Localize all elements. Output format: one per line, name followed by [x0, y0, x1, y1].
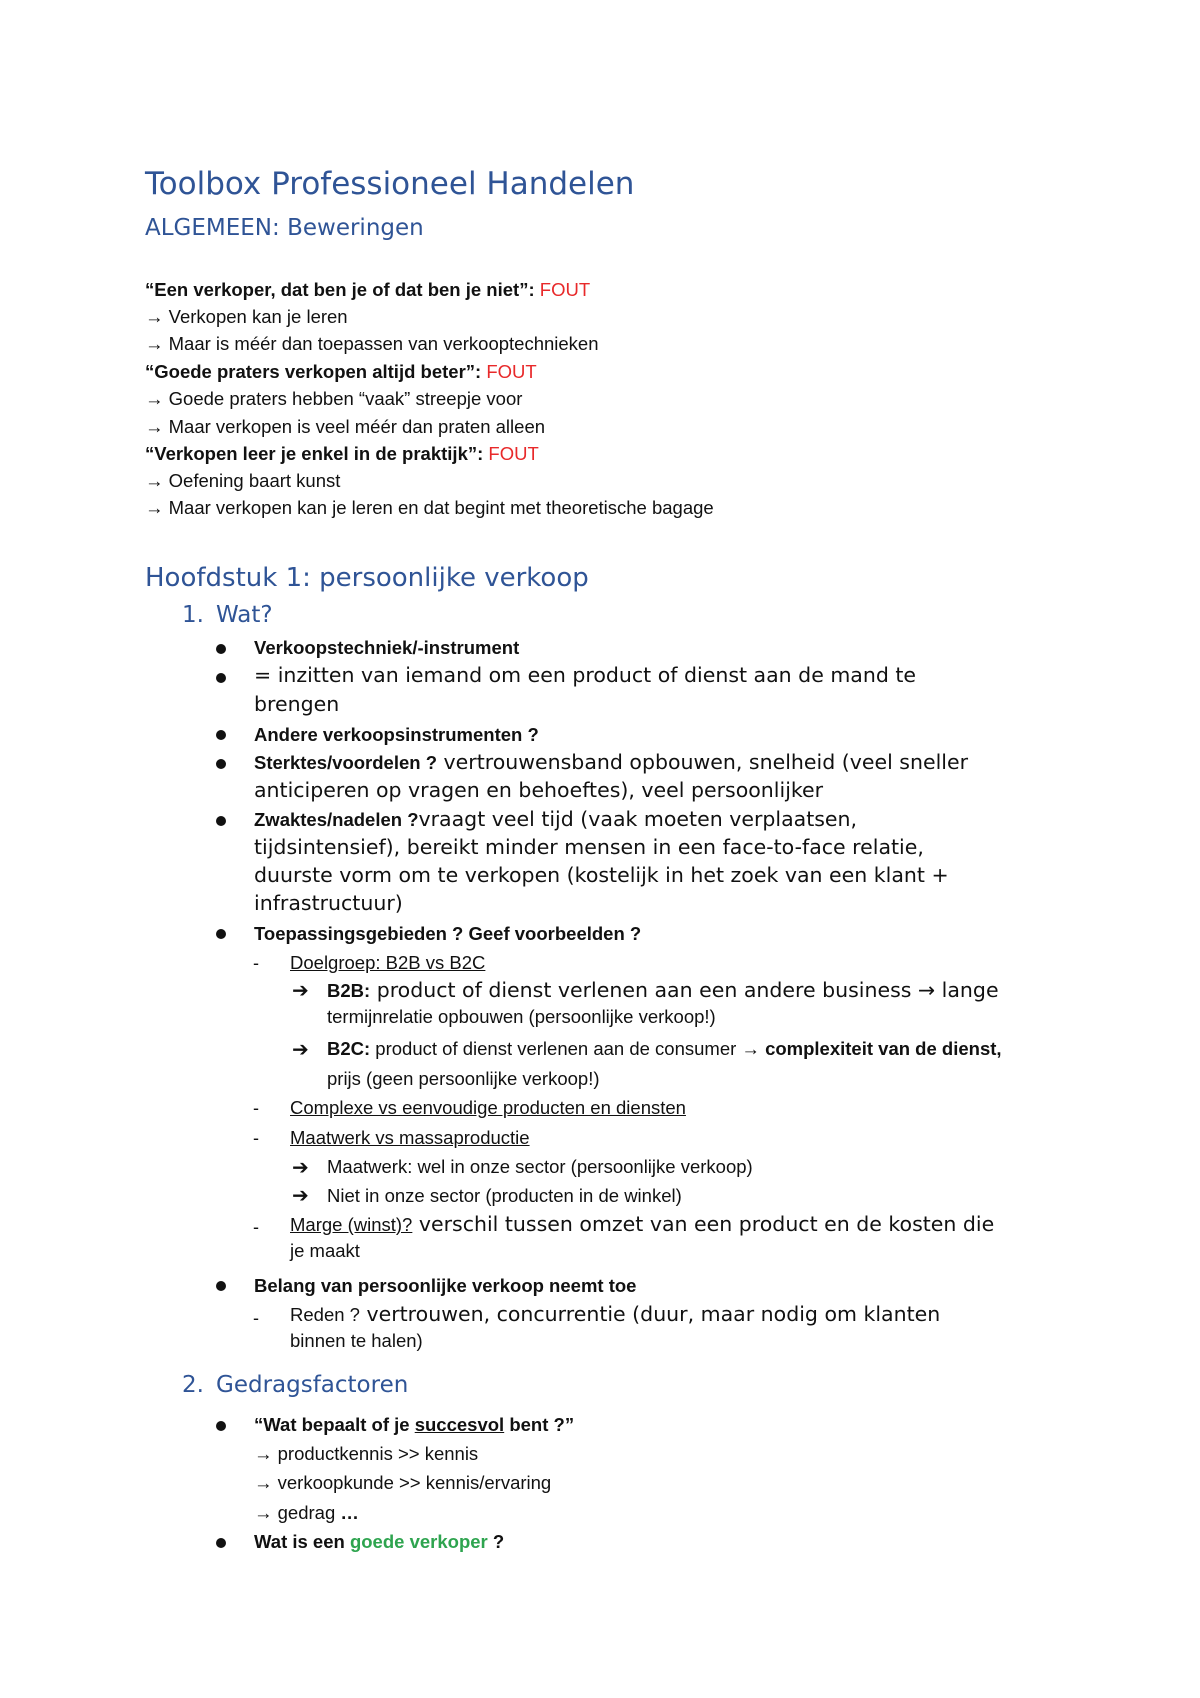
item-label: Reden ?: [290, 1304, 360, 1325]
bullet-icon: [216, 644, 226, 654]
list-note: [254, 1502, 359, 1524]
list-item-continued: tijdsintensief), bereikt minder mensen in een face-to-face relatie,: [254, 835, 924, 859]
document-subtitle: ALGEMEEN: Beweringen: [145, 215, 424, 241]
dash-marker: -: [253, 953, 259, 973]
item-text-bold: …: [340, 1502, 359, 1523]
item-text: vraagt veel tijd (vaak moeten verplaatsen,: [418, 807, 858, 831]
item-text: vertrouwensband opbouwen, snelheid (veel sneller: [437, 750, 969, 774]
chapter-heading: Hoofdstuk 1: persoonlijke verkoop: [145, 563, 589, 593]
list-item-continued: duurste vorm om te verkopen (kostelijk in het zoek van een klant +: [254, 863, 949, 887]
statement-2: [145, 361, 537, 383]
statement-verdict: FOUT: [488, 443, 539, 464]
list-item: [254, 1414, 574, 1436]
list-item: [254, 750, 968, 774]
arrow-right-icon: ➔: [292, 1183, 309, 1207]
item-text: ?: [487, 1531, 505, 1552]
list-note: → productkennis >> kennis: [254, 1443, 479, 1464]
section-title: Gedragsfactoren: [216, 1372, 409, 1398]
statement-claim: “Verkopen leer je enkel in de praktijk”:: [145, 443, 484, 464]
statement-claim: “Een verkoper, dat ben je of dat ben je niet”:: [145, 279, 535, 300]
section-heading-wat: [182, 602, 273, 628]
dash-marker: -: [253, 1128, 259, 1148]
item-text: bent ?”: [504, 1414, 575, 1435]
item-text-underlined: succesvol: [414, 1414, 505, 1435]
item-label: Marge (winst)?: [290, 1214, 413, 1235]
bullet-icon: [216, 816, 226, 826]
bullet-icon: [216, 759, 226, 769]
sub-item: [290, 1212, 994, 1236]
section-heading-gedragsfactoren: [182, 1372, 408, 1398]
item-text: “Wat bepaalt of je: [254, 1414, 415, 1435]
item-text-bold: complexiteit van de dienst,: [765, 1038, 1002, 1059]
list-item-continued: anticiperen op vragen en behoeftes), veel persoonlijker: [254, 778, 824, 802]
statement-note: → Maar verkopen kan je leren en dat begint met theoretische bagage: [145, 497, 714, 518]
statement-note: → Maar is méér dan toepassen van verkooptechnieken: [145, 333, 599, 354]
dash-marker: -: [253, 1308, 259, 1328]
statement-note: → Maar verkopen is veel méér dan praten alleen: [145, 416, 546, 437]
dash-marker: -: [253, 1098, 259, 1118]
bullet-icon: [216, 929, 226, 939]
statement-note: → Goede praters hebben “vaak” streepje voor: [145, 388, 523, 409]
bullet-icon: [216, 1538, 226, 1548]
item-text: product of dienst verlenen aan de consumer →: [370, 1038, 766, 1059]
sub-item: [290, 1302, 940, 1326]
bullet-icon: [216, 1421, 226, 1431]
item-label: B2C:: [327, 1038, 371, 1059]
statement-1: [145, 279, 590, 301]
item-text: verschil tussen omzet van een product en de kosten die: [412, 1212, 995, 1236]
item-label: B2B:: [327, 980, 371, 1001]
sub-item: Maatwerk vs massaproductie: [290, 1127, 530, 1148]
item-text-highlight: goede verkoper: [349, 1531, 488, 1552]
statement-3: [145, 443, 539, 465]
item-text: product of dienst verlenen aan een andere business → lange: [370, 978, 999, 1002]
sub-sub-item: [327, 1038, 1002, 1060]
dash-marker: -: [253, 1217, 259, 1237]
list-item: = inzitten van iemand om een product of dienst aan de mand te: [254, 663, 917, 687]
list-item-continued: infrastructuur): [254, 891, 403, 915]
sub-item: Complexe vs eenvoudige producten en diensten: [290, 1097, 686, 1118]
section-title: Wat?: [216, 602, 273, 628]
statement-verdict: FOUT: [539, 279, 591, 300]
item-label: Sterktes/voordelen ?: [254, 752, 438, 773]
list-item: Toepassingsgebieden ? Geef voorbeelden ?: [254, 923, 642, 944]
document-title: Toolbox Professioneel Handelen: [145, 166, 635, 202]
bullet-icon: [216, 730, 226, 740]
item-label: Zwaktes/nadelen ?: [254, 809, 419, 830]
sub-sub-item-continued: termijnrelatie opbouwen (persoonlijke verkoop!): [327, 1006, 716, 1027]
list-item: Verkoopstechniek/-instrument: [254, 637, 520, 658]
item-text: → gedrag: [254, 1502, 341, 1523]
list-note: → verkoopkunde >> kennis/ervaring: [254, 1472, 552, 1493]
arrow-right-icon: ➔: [292, 1037, 309, 1061]
sub-item-continued: je maakt: [290, 1240, 360, 1261]
list-item: Andere verkoopsinstrumenten ?: [254, 724, 539, 745]
item-text: Wat is een: [254, 1531, 350, 1552]
arrow-right-icon: ➔: [292, 978, 309, 1002]
sub-sub-item: Maatwerk: wel in onze sector (persoonlijke verkoop): [327, 1156, 753, 1177]
list-item-continued: brengen: [254, 692, 340, 716]
sub-sub-item: [327, 978, 999, 1002]
sub-item-continued: binnen te halen): [290, 1330, 423, 1351]
statement-claim: “Goede praters verkopen altijd beter”:: [145, 361, 482, 382]
arrow-right-icon: ➔: [292, 1155, 309, 1179]
bullet-icon: [216, 673, 226, 683]
statement-note: → Oefening baart kunst: [145, 470, 341, 491]
list-item: [254, 807, 857, 831]
bullet-icon: [216, 1281, 226, 1291]
item-text: vertrouwen, concurrentie (duur, maar nodig om klanten: [359, 1302, 941, 1326]
section-number: 2.: [182, 1372, 204, 1398]
sub-sub-item-continued: prijs (geen persoonlijke verkoop!): [327, 1068, 600, 1089]
list-item: [254, 1531, 504, 1553]
sub-item: Doelgroep: B2B vs B2C: [290, 952, 486, 973]
sub-sub-item: Niet in onze sector (producten in de winkel): [327, 1185, 682, 1206]
statement-note: → Verkopen kan je leren: [145, 306, 348, 327]
section-number: 1.: [182, 602, 204, 628]
list-item: Belang van persoonlijke verkoop neemt toe: [254, 1275, 637, 1296]
statement-verdict: FOUT: [486, 361, 537, 382]
